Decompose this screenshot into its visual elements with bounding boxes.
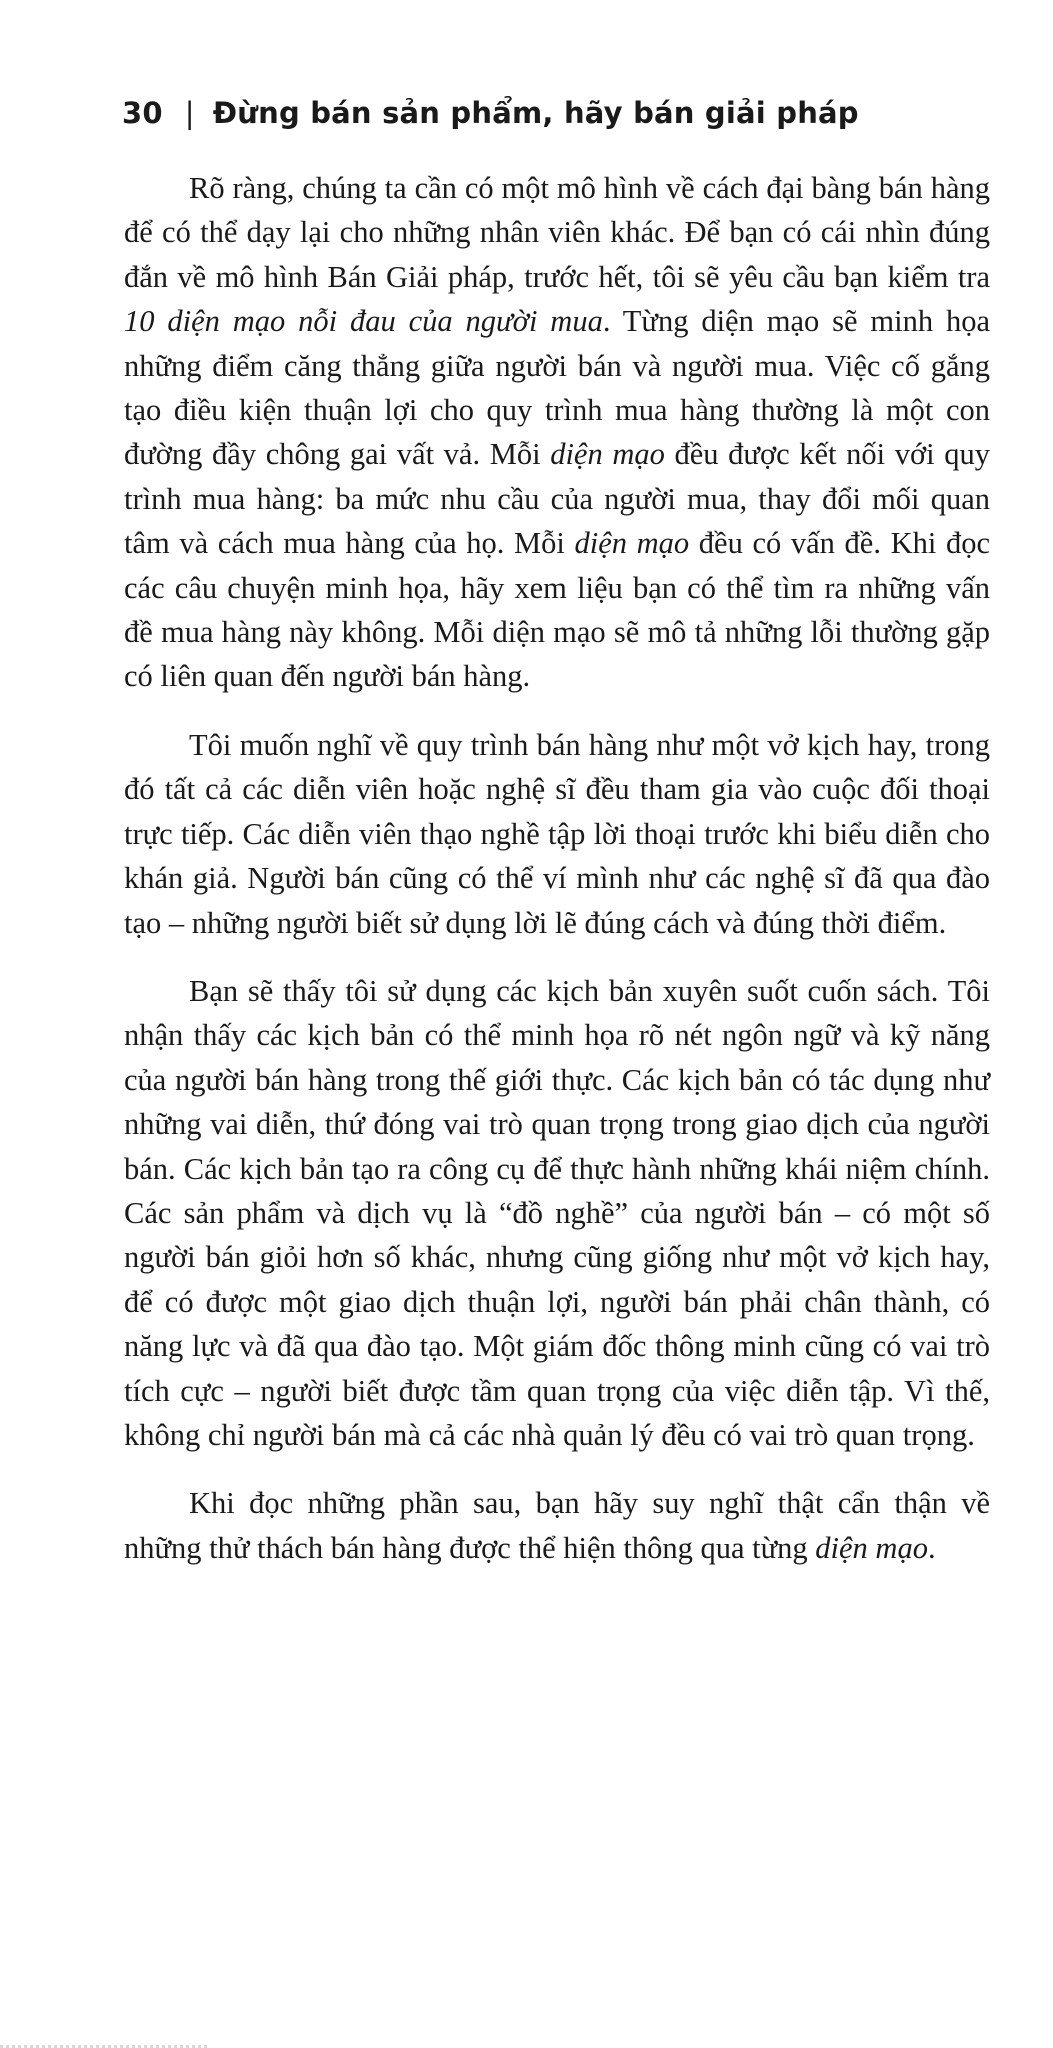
- paragraph-1: [124, 166, 990, 699]
- paragraph-4-text-a: Khi đọc những phần sau, bạn hãy suy nghĩ thật cẩn thận về những thử thách bán hàng được thể hiện thông qua từng: [124, 1486, 990, 1565]
- paragraph-1-text-b: . Từng diện mạo sẽ minh họa những điểm căng thẳng giữa người bán và người mua. Việc cố gắng tạo điều kiện thuận lợi cho quy trình mua hàng thường là một con đường đầy chông gai vất vả. Mỗi: [124, 304, 990, 472]
- page-number: 30: [122, 96, 163, 130]
- paragraph-3: Bạn sẽ thấy tôi sử dụng các kịch bản xuyên suốt cuốn sách. Tôi nhận thấy các kịch bản có thể minh họa rõ nét ngôn ngữ và kỹ năng của người bán hàng trong thế giới thực. Các kịch bản có tác dụng như những vai diễn, thứ đóng vai trò quan trọng trong giao dịch của người bán. Các kịch bản tạo ra công cụ để thực hành những khái niệm chính. Các sản phẩm và dịch vụ là “đồ nghề” của người bán – có một số người bán giỏi hơn số khác, nhưng cũng giống như một vở kịch hay, để có được một giao dịch thuận lợi, người bán phải chân thành, có năng lực và đã qua đào tạo. Một giám đốc thông minh cũng có vai trò tích cực – người biết được tầm quan trọng của việc diễn tập. Vì thế, không chỉ người bán mà cả các nhà quản lý đều có vai trò quan trọng.: [124, 973, 990, 1452]
- header-separator: |: [184, 96, 195, 130]
- running-header: [122, 96, 859, 130]
- paragraph-1-text-a: Rõ ràng, chúng ta cần có một mô hình về cách đại bàng bán hàng để có thể dạy lại cho những nhân viên khác. Để bạn có cái nhìn đúng đắn về mô hình Bán Giải pháp, trước hết, tôi sẽ yêu cầu bạn kiểm tra: [124, 171, 990, 294]
- paragraph-4: [124, 1481, 990, 1570]
- paragraph-2: Tôi muốn nghĩ về quy trình bán hàng như một vở kịch hay, trong đó tất cả các diễn viên hoặc nghệ sĩ đều tham gia vào cuộc đối thoại trực tiếp. Các diễn viên thạo nghề tập lời thoại trước khi biểu diễn cho khán giả. Người bán cũng có thể ví mình như các nghệ sĩ đã qua đào tạo – những người biết sử dụng lời lẽ đúng cách và đúng thời điểm.: [124, 727, 990, 940]
- paragraph-4-italic-a: diện mạo: [815, 1530, 928, 1565]
- paragraph-1-text-c: đều được kết nối với quy trình mua hàng: ba mức nhu cầu của người mua, thay đổi mối quan tâm và cách mua hàng của họ. Mỗi: [124, 437, 990, 561]
- paragraph-1-italic-b: diện mạo: [550, 437, 665, 472]
- paragraph-1-italic-c: diện mạo: [574, 526, 690, 561]
- body-text: [124, 166, 990, 1570]
- book-title: Đừng bán sản phẩm, hãy bán giải pháp: [212, 96, 859, 130]
- paragraph-1-italic-a: 10 diện mạo nỗi đau của người mua: [124, 304, 603, 339]
- paragraph-1-text-d: đều có vấn đề. Khi đọc các câu chuyện minh họa, hãy xem liệu bạn có thể tìm ra những vấn đề mua hàng này không. Mỗi diện mạo sẽ mô tả những lỗi thường gặp có liên quan đến người bán hàng.: [124, 526, 990, 694]
- paragraph-4-text-b: .: [927, 1530, 936, 1565]
